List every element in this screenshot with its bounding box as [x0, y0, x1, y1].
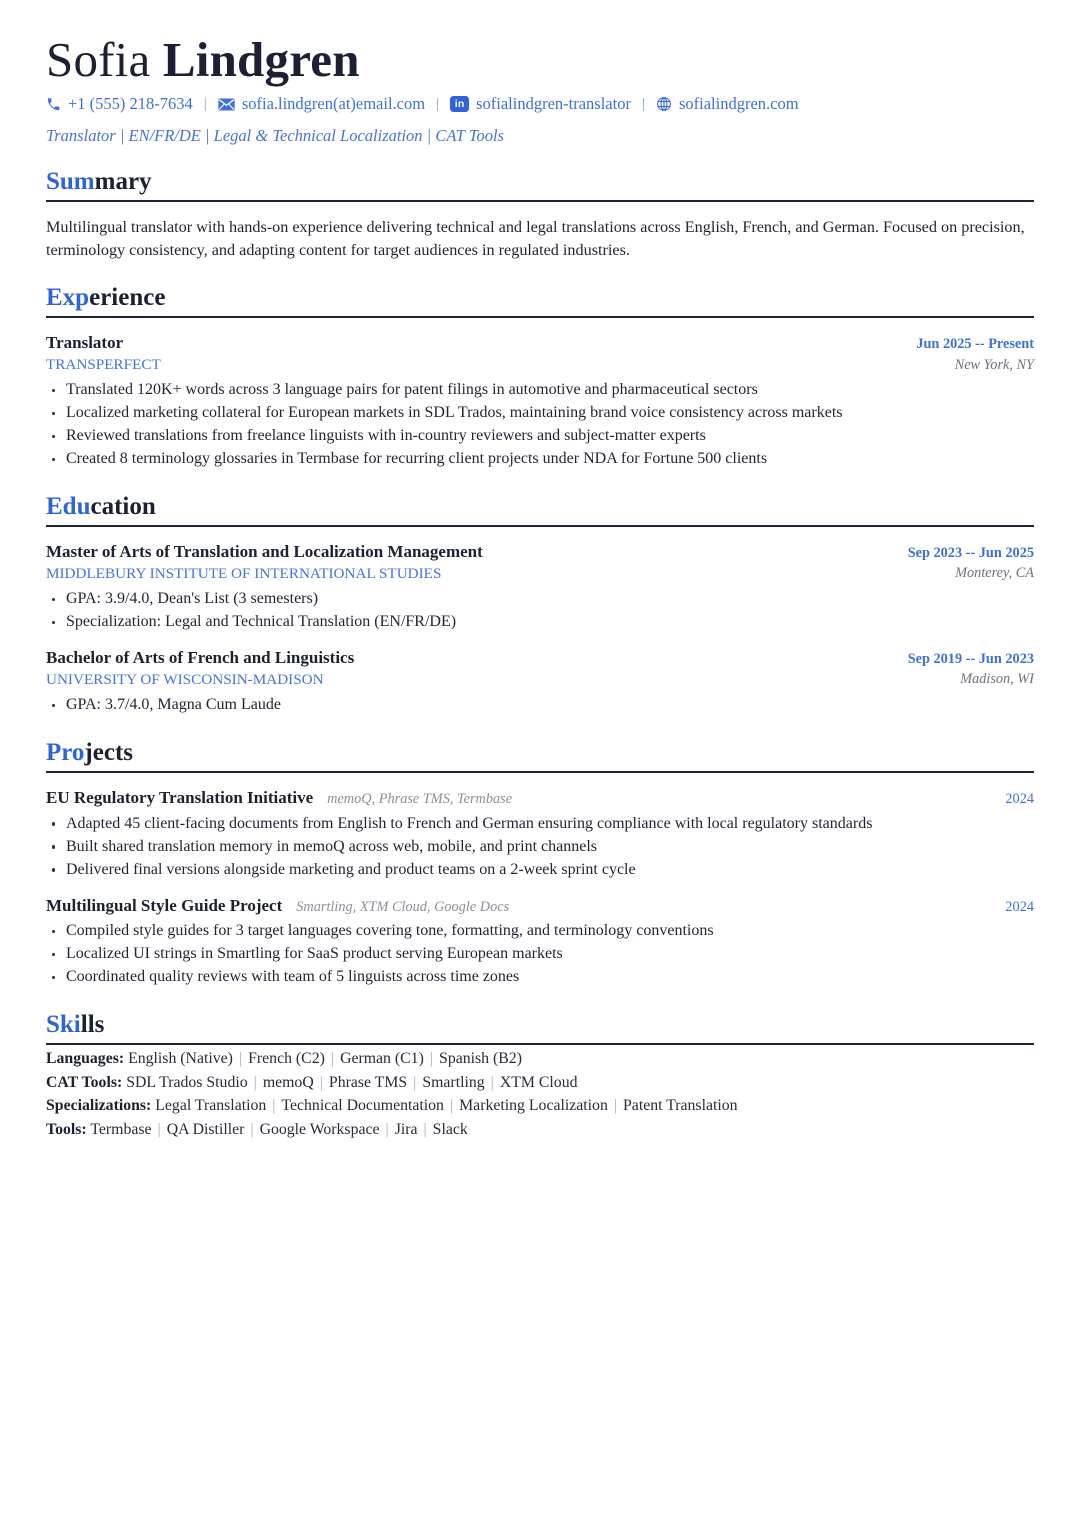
entry-left	[46, 332, 161, 375]
section-title-education	[46, 493, 1034, 521]
skill-separator: |	[157, 1120, 161, 1138]
email-icon	[218, 98, 235, 111]
skill-value: Spanish (B2)	[439, 1049, 522, 1067]
entry-header	[46, 647, 1034, 690]
company-name: TRANSPERFECT	[46, 355, 161, 373]
section-experience	[46, 284, 1034, 471]
section-divider	[46, 771, 1034, 773]
education-location: Madison, WI	[960, 671, 1034, 688]
skill-value: SDL Trados Studio	[126, 1073, 248, 1091]
skill-values	[90, 1121, 467, 1138]
project-tech-stack: Smartling, XTM Cloud, Google Docs	[296, 898, 510, 915]
skill-value: Legal Translation	[155, 1097, 267, 1115]
last-name: Lindgren	[162, 32, 360, 87]
skill-value: Slack	[432, 1120, 468, 1138]
skill-value: English (Native)	[128, 1049, 233, 1067]
phone-icon	[46, 97, 61, 112]
skill-value: XTM Cloud	[499, 1073, 578, 1091]
project-entries	[46, 787, 1034, 989]
skill-row	[46, 1047, 1034, 1071]
page-title	[46, 34, 1034, 87]
skill-value: Termbase	[90, 1120, 152, 1138]
job-location: New York, NY	[954, 356, 1034, 373]
entry-left	[46, 541, 483, 584]
entry-header	[46, 332, 1034, 375]
skill-value: Jira	[394, 1120, 418, 1138]
section-title-highlight: Pro	[46, 739, 85, 767]
entry-right	[908, 650, 1034, 690]
project-year: 2024	[1005, 898, 1034, 915]
bullet-list	[46, 694, 1034, 717]
entry-header	[46, 541, 1034, 584]
job-title: Translator	[46, 333, 124, 353]
skill-separator: |	[449, 1097, 454, 1115]
skill-value: Smartling	[422, 1073, 485, 1091]
skill-separator: |	[413, 1073, 417, 1091]
section-title-experience	[46, 284, 1034, 312]
skill-separator: |	[385, 1120, 389, 1138]
skill-value: German (C1)	[340, 1049, 424, 1067]
section-title-rest: mary	[94, 168, 152, 196]
resume-header	[46, 34, 1034, 146]
summary-body	[46, 216, 1034, 262]
skills-rows	[46, 1047, 1034, 1142]
skill-separator: |	[272, 1097, 276, 1115]
entry-left	[46, 787, 512, 809]
skill-separator: |	[253, 1073, 257, 1091]
section-summary	[46, 168, 1034, 262]
contact-line	[46, 93, 1034, 113]
skill-value: Patent Translation	[623, 1097, 738, 1115]
skill-value: QA Distiller	[166, 1120, 245, 1138]
entry-right	[1005, 898, 1034, 916]
skill-separator: |	[319, 1073, 323, 1091]
contact-separator: |	[436, 95, 440, 112]
skill-separator: |	[613, 1097, 618, 1115]
experience-entry	[46, 332, 1034, 471]
skill-values	[155, 1097, 737, 1114]
summary-text: Multilingual translator with hands-on experience delivering technical and legal translations across English, French, and German. Focused on precision, terminology consistency, and adapting content for target audiences in regulated industries.	[46, 218, 1025, 260]
skill-separator: |	[429, 1049, 434, 1067]
email-text: sofia.lindgren(at)email.com	[241, 93, 426, 113]
section-title-skills	[46, 1011, 1034, 1039]
globe-icon	[656, 96, 672, 112]
section-divider	[46, 525, 1034, 527]
education-dates: Sep 2023 -- Jun 2025	[907, 544, 1034, 561]
skill-label: CAT Tools:	[46, 1073, 123, 1091]
job-dates: Jun 2025 -- Present	[916, 336, 1034, 353]
education-location: Monterey, CA	[955, 565, 1034, 582]
education-entries	[46, 541, 1034, 717]
entry-header	[46, 895, 1034, 917]
section-projects	[46, 739, 1034, 989]
section-title-projects	[46, 739, 1034, 767]
section-skills	[46, 1011, 1034, 1142]
section-title-highlight: Edu	[46, 492, 91, 520]
skill-values	[126, 1074, 577, 1091]
education-entry	[46, 647, 1034, 717]
bullet-list	[46, 920, 1034, 989]
section-divider	[46, 1043, 1034, 1045]
project-entry	[46, 787, 1034, 881]
bullet-item: Built shared translation memory in memoQ across web, mobile, and print channels	[46, 836, 1034, 859]
skill-separator: |	[490, 1073, 494, 1091]
contact-separator: |	[203, 95, 207, 112]
section-title-rest: cation	[90, 492, 156, 520]
project-year: 2024	[1005, 791, 1034, 808]
phone-text: +1 (555) 218-7634	[68, 93, 193, 113]
bullet-list	[46, 813, 1034, 882]
section-education	[46, 493, 1034, 717]
project-tech-stack: memoQ, Phrase TMS, Termbase	[327, 791, 513, 808]
project-title: EU Regulatory Translation Initiative	[46, 788, 314, 808]
contact-website[interactable]	[656, 93, 799, 113]
bullet-item: Compiled style guides for 3 target languages covering tone, formatting, and terminology conventions	[46, 920, 1034, 943]
skill-separator: |	[250, 1120, 254, 1138]
degree-title: Master of Arts of Translation and Localization Management	[46, 541, 483, 561]
skill-separator: |	[423, 1120, 427, 1138]
skill-value: French (C2)	[248, 1049, 325, 1067]
entry-left	[46, 647, 354, 690]
project-title: Multilingual Style Guide Project	[46, 895, 283, 915]
bullet-item: Specialization: Legal and Technical Translation (EN/FR/DE)	[46, 611, 1034, 634]
section-title-highlight: Exp	[46, 284, 90, 312]
section-title-highlight: Ski	[46, 1010, 81, 1038]
contact-linkedin[interactable]	[450, 93, 631, 113]
entry-right	[916, 335, 1034, 375]
bullet-item: Localized marketing collateral for European markets in SDL Trados, maintaining brand voice consistency across markets	[46, 402, 1034, 425]
bullet-item: Delivered final versions alongside marketing and product teams on a 2-week sprint cycle	[46, 859, 1034, 882]
skill-value: Phrase TMS	[328, 1073, 408, 1091]
education-entry	[46, 541, 1034, 634]
website-text: sofialindgren.com	[678, 93, 799, 113]
entry-header	[46, 787, 1034, 809]
entry-left	[46, 895, 509, 917]
bullet-item: GPA: 3.7/4.0, Magna Cum Laude	[46, 694, 1034, 717]
skill-separator: |	[330, 1049, 335, 1067]
experience-entries	[46, 332, 1034, 471]
bullet-item: GPA: 3.9/4.0, Dean's List (3 semesters)	[46, 588, 1034, 611]
linkedin-icon: in	[450, 96, 469, 112]
education-dates: Sep 2019 -- Jun 2023	[907, 650, 1034, 667]
skill-row	[46, 1094, 1034, 1118]
skill-value: Marketing Localization	[459, 1097, 608, 1115]
bullet-list	[46, 379, 1034, 471]
skill-row	[46, 1118, 1034, 1142]
section-title-rest: jects	[84, 739, 133, 767]
section-title-rest: erience	[89, 284, 166, 312]
skill-value: Technical Documentation	[281, 1097, 444, 1115]
bullet-item: Reviewed translations from freelance linguists with in-country reviewers and subject-matter experts	[46, 425, 1034, 448]
project-entry	[46, 895, 1034, 989]
tagline: Translator | EN/FR/DE | Legal & Technical Localization | CAT Tools	[46, 126, 504, 146]
bullet-item: Created 8 terminology glossaries in Termbase for recurring client projects under NDA for Fortune 500 clients	[46, 448, 1034, 471]
skill-label: Tools:	[46, 1120, 87, 1138]
contact-email[interactable]	[218, 93, 426, 113]
section-title-summary	[46, 168, 1034, 196]
bullet-item: Coordinated quality reviews with team of 5 linguists across time zones	[46, 966, 1034, 989]
linkedin-text: sofialindgren-translator	[476, 93, 631, 113]
skill-label: Languages:	[46, 1049, 125, 1067]
bullet-item: Localized UI strings in Smartling for SaaS product serving European markets	[46, 943, 1034, 966]
bullet-list	[46, 588, 1034, 634]
section-divider	[46, 316, 1034, 318]
skill-label: Specializations:	[46, 1097, 152, 1115]
school-name: UNIVERSITY OF WISCONSIN-MADISON	[46, 670, 324, 688]
bullet-item: Translated 120K+ words across 3 language pairs for patent filings in automotive and pharmaceutical sectors	[46, 379, 1034, 402]
section-title-rest: lls	[80, 1010, 105, 1038]
first-name: Sofia	[46, 32, 151, 87]
skill-value: Google Workspace	[259, 1120, 380, 1138]
skill-separator: |	[238, 1049, 243, 1067]
contact-separator: |	[641, 95, 645, 112]
skill-value: memoQ	[262, 1073, 314, 1091]
section-divider	[46, 200, 1034, 202]
degree-title: Bachelor of Arts of French and Linguistics	[46, 647, 355, 667]
bullet-item: Adapted 45 client-facing documents from English to French and German ensuring compliance with local regulatory standards	[46, 813, 1034, 836]
section-title-highlight: Sum	[46, 168, 95, 196]
skill-row	[46, 1071, 1034, 1095]
entry-right	[908, 544, 1034, 584]
entry-right	[1005, 790, 1034, 808]
school-name: MIDDLEBURY INSTITUTE OF INTERNATIONAL STUDIES	[46, 564, 442, 582]
skill-values	[128, 1050, 522, 1067]
contact-phone[interactable]	[46, 93, 193, 113]
